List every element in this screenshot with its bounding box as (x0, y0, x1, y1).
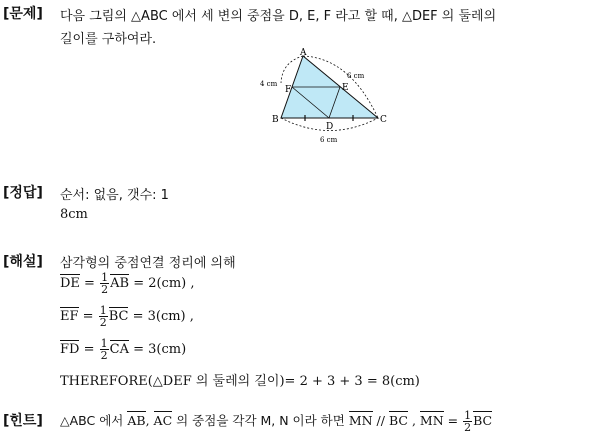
equation-ef: EF = $\frac{1}{2}$ BC = 3(cm) , (60, 304, 194, 329)
fraction-half: $\frac{1}{2}$ (99, 304, 107, 329)
segment-ab: AB (110, 276, 130, 291)
equation-de-result: = 2(cm) , (133, 276, 195, 291)
length-bottom: 6 cm (320, 136, 338, 144)
length-right: 6 cm (347, 72, 365, 80)
segment-bc: BC (108, 309, 129, 324)
triangle-figure (0, 47, 591, 147)
explanation-intro: 삼각형의 중점연결 정리에 의해 (60, 256, 236, 271)
hint-text: △ABC 에서 AB, AC 의 중점을 각각 M, N 이라 하면 MN // BC , MN = $\frac{1}{2}$ BC (60, 409, 493, 434)
equation-fd: FD = $\frac{1}{2}$ CA = 3(cm) (60, 337, 187, 362)
segment-bc: BC (388, 413, 408, 428)
label-b: B (272, 115, 279, 125)
segment-fd: FD (60, 342, 80, 357)
segment-ab: AB (127, 413, 146, 428)
label-e: E (342, 83, 349, 93)
fraction-half: $\frac{1}{2}$ (100, 337, 108, 362)
fraction-half: $\frac{1}{2}$ (464, 409, 472, 434)
equation-ef-result: = 3(cm) , (132, 309, 194, 324)
label-c: C (380, 115, 387, 125)
explanation-tag: [해설] (3, 254, 43, 270)
label-d: D (326, 122, 334, 132)
segment-de: DE (60, 276, 80, 291)
equation-fd-result: = 3(cm) (133, 342, 187, 357)
problem-line-1: 다음 그림의 △ABC 에서 세 변의 중점을 D, E, F 라고 할 때, △DEF 의 둘레의 (60, 9, 497, 24)
segment-mn: MN (419, 413, 444, 428)
segment-ca: CA (109, 342, 129, 357)
problem-tag: [문제] (3, 6, 43, 22)
answer-value: 8cm (60, 207, 88, 222)
fraction-half: $\frac{1}{2}$ (101, 271, 109, 296)
segment-mn: MN (348, 413, 373, 428)
segment-ef: EF (60, 309, 79, 324)
answer-meta: 순서: 없음, 갯수: 1 (60, 188, 169, 203)
length-left: 4 cm (260, 80, 278, 88)
segment-ac: AC (153, 413, 173, 428)
label-f: F (285, 85, 292, 95)
hint-tag: [힌트] (3, 413, 43, 429)
answer-tag: [정답] (3, 185, 43, 201)
problem-line-2: 길이를 구하여라. (60, 32, 157, 47)
equation-de: DE = $\frac{1}{2}$ AB = 2(cm) , (60, 271, 195, 296)
label-a: A (300, 48, 307, 58)
explanation-conclusion: THEREFORE(△DEF 의 둘레의 길이)= 2 + 3 + 3 = 8(cm) (60, 374, 420, 389)
segment-bc: BC (473, 413, 493, 428)
